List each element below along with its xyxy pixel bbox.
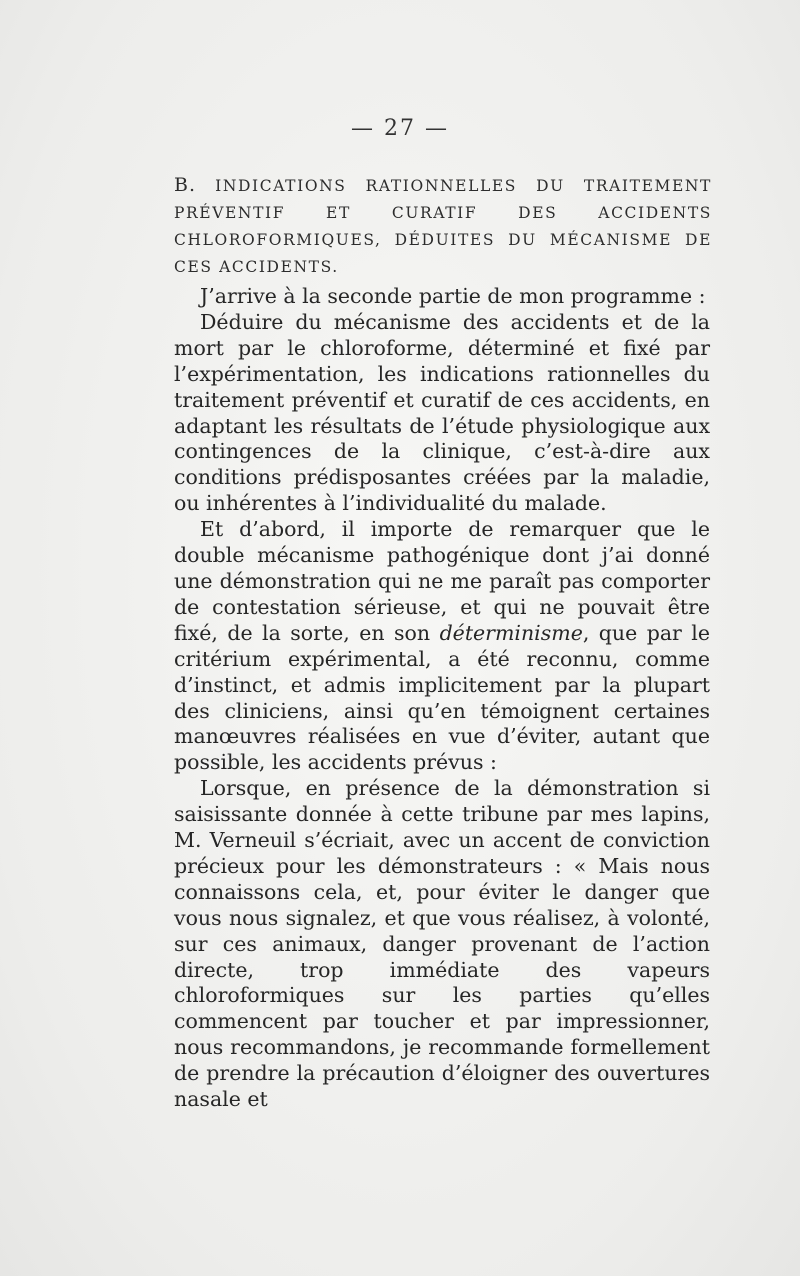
section-heading (174, 172, 712, 281)
paragraph (174, 517, 710, 776)
italic-term: déterminisme (439, 620, 583, 645)
paragraph-text: Et d’abord, il importe de remarquer que le double mécanisme pathogénique dont j’ai donné une démonstration qui ne me paraît pas comporter de contestation sérieuse, et qui ne pouvait être fixé, de la sorte, en son (174, 517, 710, 645)
section-letter: B. (174, 174, 197, 196)
paragraph: J’arrive à la seconde partie de mon programme : (200, 284, 706, 308)
paragraph: Déduire du mécanisme des accidents et de la mort par le chloroforme, déterminé et fixé par l’expérimentation, les indications rationnelles du traitement préventif et curatif de ces accidents, en adaptant les résultats de l’étude physiologique aux contingences de la clinique, c’est-à-dire aux conditions prédisposantes créées par la maladie, ou inhérentes à l’individualité du malade. (174, 309, 710, 516)
paragraph-text: , que par le critérium expérimental, a été reconnu, comme d’instinct, et admis implicitement par la plupart des cliniciens, ainsi qu’en témoignent certaines manœuvres réalisées en vue d’éviter, autant que possible, les accidents prévus : (174, 620, 710, 775)
page-number: — 27 — (351, 116, 449, 141)
body-text (174, 284, 710, 1113)
section-title: INDICATIONS RATIONNELLES DU TRAITEMENT PRÉVENTIF ET CURATIF DES ACCIDENTS CHLOROFORMIQUES, DÉDUITES DU MÉCANISME DE CES ACCIDENTS. (174, 177, 712, 276)
paragraph: Lorsque, en présence de la démonstration si saisissante donnée à cette tribune par mes lapins, M. Verneuil s’écriait, avec un accent de conviction précieux pour les démonstrateurs : « Mais nous connaissons cela, et, pour éviter le danger que vous nous signalez, et que vous réalisez, à volonté, sur ces animaux, danger provenant de l’action directe, trop immédiate des vapeurs chloroformiques sur les parties qu’elles commencent par toucher et par impressionner, nous recommandons, je recommande formellement de prendre la précaution d’éloigner des ouvertures nasale et (174, 776, 710, 1112)
